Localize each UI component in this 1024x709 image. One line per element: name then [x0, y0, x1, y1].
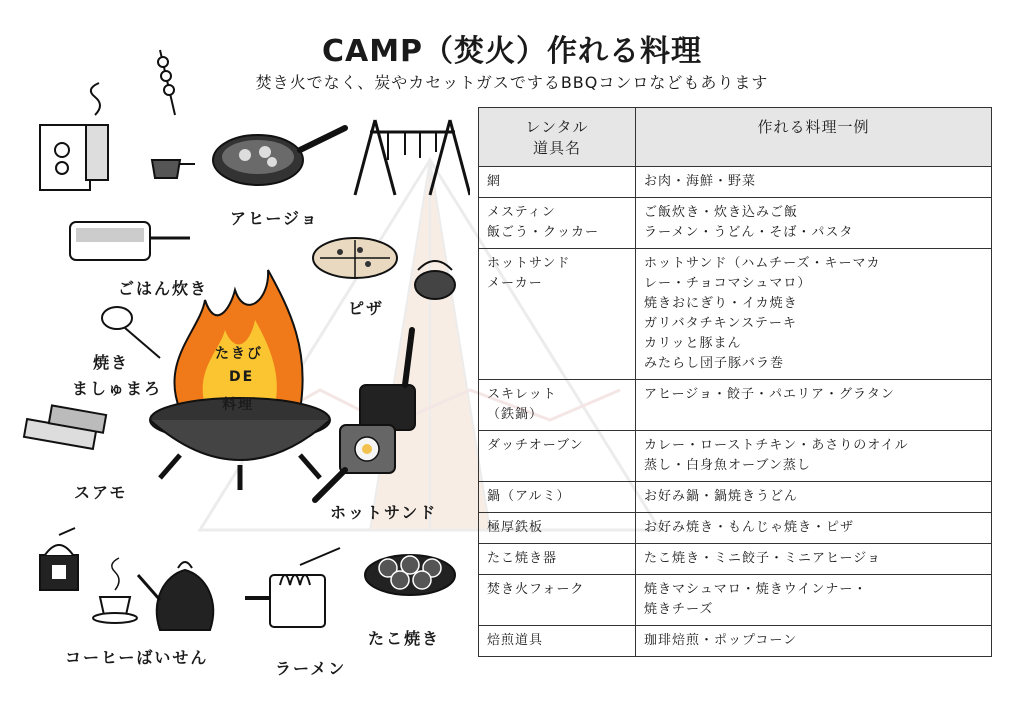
- tool-cell: [479, 198, 636, 249]
- tool-line: メスティン: [487, 205, 556, 220]
- dish-line: ご飯炊き・炊き込みご飯: [644, 205, 799, 220]
- table-row: [479, 626, 992, 657]
- tool-line: スキレット: [487, 387, 557, 402]
- coffee-cup-icon: [93, 558, 137, 623]
- tool-line: ホットサンド: [487, 256, 571, 271]
- dish-line: お好み焼き・もんじゃ焼き・ピザ: [644, 520, 855, 535]
- dish-line: 焼きおにぎり・イカ焼き: [644, 296, 798, 311]
- tool-line: （鉄鍋）: [487, 407, 544, 422]
- table-header-row: [479, 108, 992, 167]
- smoker-icon: [40, 83, 108, 190]
- tool-cell: [479, 626, 636, 657]
- dish-line: 珈琲焙煎・ポップコーン: [644, 633, 798, 648]
- label-hotsand: ホットサンド: [330, 503, 438, 522]
- header-dishes: 作れる料理一例: [636, 108, 992, 167]
- dish-line: 焼きマシュマロ・焼きウインナー・: [644, 582, 868, 597]
- pizza-icon: [313, 238, 397, 278]
- dish-line: たこ焼き・ミニ餃子・ミニアヒージョ: [644, 551, 881, 566]
- hanging-rack-icon: [355, 120, 470, 195]
- tool-cell: [479, 431, 636, 482]
- smores-icon: [24, 405, 106, 448]
- tool-line: 鍋（アルミ）: [487, 489, 571, 504]
- mess-tin-icon: [70, 222, 190, 260]
- dish-line: カリッと豚まん: [644, 336, 742, 351]
- dishes-cell: [636, 544, 992, 575]
- tool-cell: [479, 482, 636, 513]
- page-title: CAMP（焚火）作れる料理: [321, 34, 703, 69]
- tool-cell: [479, 544, 636, 575]
- dishes-cell: [636, 249, 992, 380]
- label-marshmallow-2: ましゅまろ: [72, 379, 163, 398]
- label-gohan: ごはん炊き: [118, 279, 209, 298]
- label-takoyaki: たこ焼き: [368, 629, 441, 648]
- skewer-icon: [158, 50, 175, 115]
- label-fire-2: DE: [229, 369, 255, 385]
- tool-cell: [479, 167, 636, 198]
- dishes-cell: [636, 167, 992, 198]
- table-row: [479, 544, 992, 575]
- label-smores: スアモ: [74, 483, 128, 502]
- page-subtitle: 焚き火でなく、炭やカセットガスでするBBQコンロなどもあります: [255, 73, 769, 92]
- kettle-icon: [138, 562, 213, 630]
- table-row: [479, 249, 992, 380]
- tool-line: 網: [487, 174, 502, 189]
- coffee-grinder-icon: [40, 528, 78, 590]
- rental-table: [478, 107, 992, 657]
- tool-cell: [479, 380, 636, 431]
- dish-line: お肉・海鮮・野菜: [644, 174, 757, 189]
- table-row: [479, 167, 992, 198]
- tool-line: たこ焼き器: [487, 551, 558, 566]
- table-row: [479, 482, 992, 513]
- table-row: [479, 198, 992, 249]
- table-row: [479, 513, 992, 544]
- takoyaki-icon: [365, 555, 455, 595]
- tool-line: 焚き火フォーク: [487, 582, 585, 597]
- label-fire-1: たきび: [215, 346, 263, 362]
- tool-line: ダッチオーブン: [487, 438, 584, 453]
- dish-line: 蒸し・白身魚オーブン蒸し: [644, 458, 811, 473]
- dish-line: みたらし団子豚バラ巻: [644, 356, 785, 371]
- tool-line: 飯ごう・クッカー: [487, 225, 600, 240]
- label-coffee: コーヒーばいせん: [65, 648, 209, 667]
- dishes-cell: [636, 198, 992, 249]
- dishes-cell: [636, 431, 992, 482]
- dishes-cell: [636, 482, 992, 513]
- dish-line: カレー・ローストチキン・あさりのオイル: [644, 438, 909, 453]
- label-fire-3: 料理: [222, 397, 254, 413]
- label-pizza: ピザ: [348, 299, 385, 318]
- skillet-icon: [213, 128, 345, 185]
- tool-line: 極厚鉄板: [487, 520, 544, 535]
- dish-line: レー・チョコマシュマロ）: [644, 276, 812, 291]
- cup-icon: [152, 160, 195, 178]
- dish-line: お好み鍋・鍋焼きうどん: [644, 489, 799, 504]
- tool-cell: [479, 249, 636, 380]
- label-ajillo: アヒージョ: [230, 209, 319, 228]
- tool-cell: [479, 575, 636, 626]
- table-row: [479, 431, 992, 482]
- table-row: [479, 575, 992, 626]
- dish-line: 焼きチーズ: [644, 602, 714, 617]
- dish-line: アヒージョ・餃子・パエリア・グラタン: [644, 387, 895, 402]
- tool-line: メーカー: [487, 276, 543, 291]
- tool-line: 焙煎道具: [487, 633, 544, 648]
- label-marshmallow-1: 焼き: [93, 353, 130, 372]
- dishes-cell: [636, 380, 992, 431]
- dish-line: ラーメン・うどん・そば・パスタ: [644, 225, 854, 240]
- dishes-cell: [636, 575, 992, 626]
- table-row: [479, 380, 992, 431]
- dish-line: ホットサンド（ハムチーズ・キーマカ: [644, 256, 881, 271]
- tool-cell: [479, 513, 636, 544]
- header-tool: レンタル 道具名: [479, 108, 636, 167]
- dishes-cell: [636, 626, 992, 657]
- label-ramen: ラーメン: [275, 659, 347, 678]
- dish-line: ガリバタチキンステーキ: [644, 316, 797, 331]
- hot-sandwich-maker-icon: [315, 330, 415, 500]
- ramen-pot-icon: [245, 548, 340, 627]
- dutch-oven-icon: [415, 261, 455, 299]
- dishes-cell: [636, 513, 992, 544]
